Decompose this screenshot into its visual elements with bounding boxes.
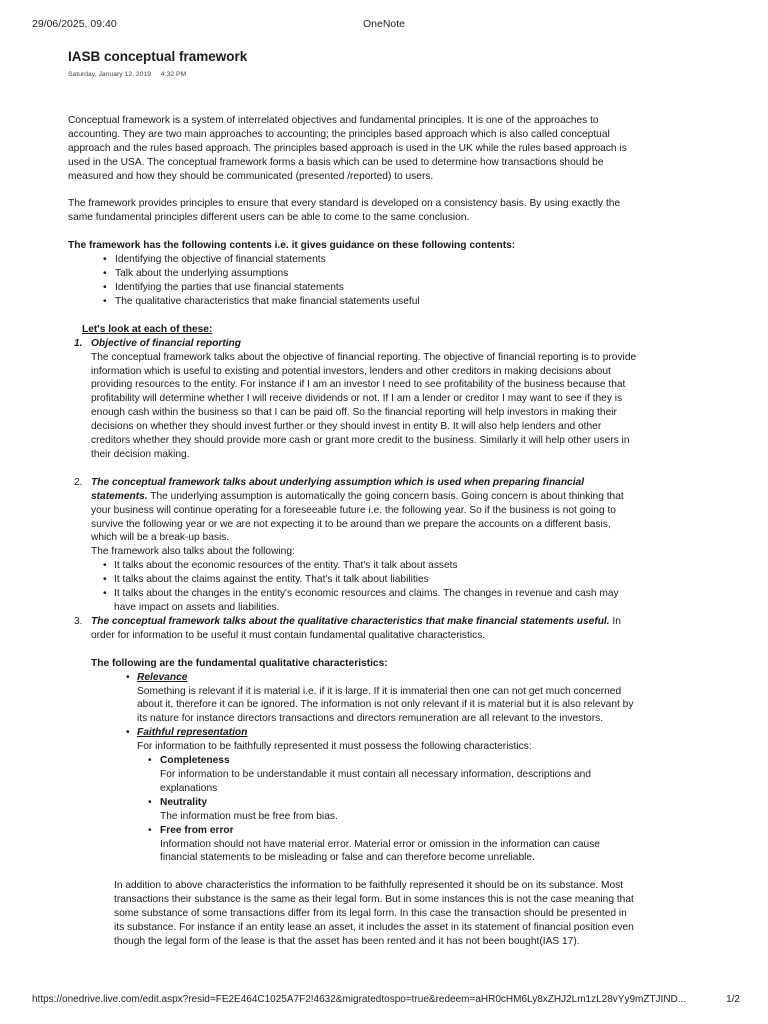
intro-paragraph-1: Conceptual framework is a system of interrelated objectives and fundamental principles. It is one of the approaches to accounting. They are two main approaches to accounting; the principles based approach which is also called conceptual approach and the rules based approach. The principles based approach is used in the UK while the rules based approach is used in the USA. The conceptual framework forms a basis which can be used to determine how transactions should be measured and how they should be communicated (presented /reported) to users. [68,114,627,182]
fundamental-list [114,671,638,866]
page-date: Saturday, January 12, 2019 [68,71,152,78]
numbered-item-2 [68,476,638,615]
app-name: OneNote [362,18,406,30]
sub-body: The information must be free from bias. [160,810,338,822]
item-number: 1. [74,337,83,349]
sub-body: Information should not have material error. Material error or omission in the information can cause financial statements to be misleading or false and can therefore become unreliable. [160,838,600,864]
item-number: 2. [74,476,83,488]
intro-paragraph-2: The framework provides principles to ensure that every standard is developed on a consistency basis. By using exactly the same fundamental principles different users can be able to come to the same conclusion. [68,198,621,224]
numbered-item-3 [68,615,638,643]
fundamental-heading: The following are the fundamental qualitative characteristics: [91,657,388,669]
print-date: 29/06/2025, 09:40 [32,18,117,30]
sub-title: • Free from error [160,824,234,836]
list-item: • Identifying the parties that use financial statements [68,281,638,295]
list-item [137,824,638,866]
list-item [137,796,638,824]
item-title: Objective of financial reporting [91,337,242,349]
each-heading: Let's look at each of these: [82,323,213,335]
list-item: • It talks about the claims against the entity. That's it talk about liabilities [91,573,638,587]
sub-title: • Completeness [160,755,230,767]
contents-list [68,253,638,309]
list-item [137,754,638,796]
fundamental-section [68,657,638,949]
page-time: 4:32 PM [160,71,187,78]
addition-paragraph: In addition to above characteristics the information to be faithfully represented it should be on its substance. Most transactions their substance is the same as their legal form. But in some instances this is not the case meaning that some substance of some transactions differ from its legal form. In this case the transaction should be presented in its substance. For instance if an entity lease an asset, it includes the asset in its statement of financial position even though the legal form of the lease is that the asset has been rented and it has not been bought(IAS 17). [114,880,634,947]
list-item-relevance [114,671,638,727]
fundamental-list-wrap [91,671,638,949]
page-url: https://onedrive.live.com/edit.aspx?resid=FE2E464C1025A7F2!4632&migratedtospo=true&redeem=aHR0cHM6Ly8xZHJ2Lm1zL28vYy9mZTJIND... [32,994,687,1005]
numbered-item-1 [68,337,638,462]
list-item: • The qualitative characteristics that make financial statements useful [68,295,638,309]
faithful-title: • Faithful representation [137,727,248,739]
list-item: • It talks about the changes in the entity's economic resources and claims. The changes in revenue and cash may have impact on assets and liabilities. [91,587,638,615]
page-title: IASB conceptual framework [68,49,248,64]
list-item: • Identifying the objective of financial statements [68,253,638,267]
numbered-list [68,337,638,643]
item-sublist-wrap [91,559,638,615]
item-number: 3. [74,615,83,627]
page-timestamp [68,68,638,82]
page-number: 1/2 [726,994,740,1005]
sub-title: • Neutrality [160,796,207,808]
item-also: The framework also talks about the following: [91,546,295,558]
page-content [68,48,638,949]
item-body: The conceptual framework talks about the objective of financial reporting. The objective of financial reporting is to provide information which is useful to existing and potential investors, lenders and other creditors in making decisions about providing resources to the entity. For instance if I am an investor I need to see profitability of the business because that profitability will determine whether I will receive dividends or not. If I am a lender or creditor I may want to see if they is enough cash within the business so that I can be paid off. So the financial reporting will help investors in making their decisions on whether they should invest further or they should invest in entity B. It will also help lenders and other creditors whether they should provide more cash or grant more credit to the business. Similarly it will help other users in their decision making. [91,351,637,460]
item-title: The conceptual framework talks about underlying assumption which is used when preparing financial statements. [91,476,585,502]
faithful-sublist [137,754,638,865]
relevance-body: Something is relevant if it is material i.e. if it is large. If it is immaterial then one can not get much concerned about it, therefore it can be ignored. The information is not only relevant if it is material but it is also relevant by its nature for instance directors transactions and directors remuneration are all relevant to the investors. [137,685,634,725]
faithful-sublist-wrap [137,754,638,865]
item-sublist [91,559,638,615]
item-title: The conceptual framework talks about the qualitative characteristics that make financial statements useful. [91,615,610,627]
faithful-intro: For information to be faithfully represented it must possess the following characteristics: [137,741,532,753]
list-item-faithful [114,726,638,865]
item-text [91,615,638,643]
contents-heading: The framework has the following contents i.e. it gives guidance on these following contents: [68,240,516,252]
relevance-title: • Relevance [137,671,188,683]
list-item: • It talks about the economic resources of the entity. That's it talk about assets [91,559,638,573]
item-body: In order for information to be useful it must contain fundamental qualitative characteristics. [91,615,621,641]
sub-body: For information to be understandable it must contain all necessary information, descriptions and explanations [160,768,591,794]
item-text [91,476,638,546]
item-body: The underlying assumption is automatically the going concern basis. Going concern is about thinking that your business will continue operating for a foreseeable future i.e. the following year. So if the business is not going to survive the following year or we are not expecting it to be around than we prepare the accounts on a different basis, which will be a break-up basis. [91,490,624,544]
list-item: • Talk about the underlying assumptions [68,267,638,281]
